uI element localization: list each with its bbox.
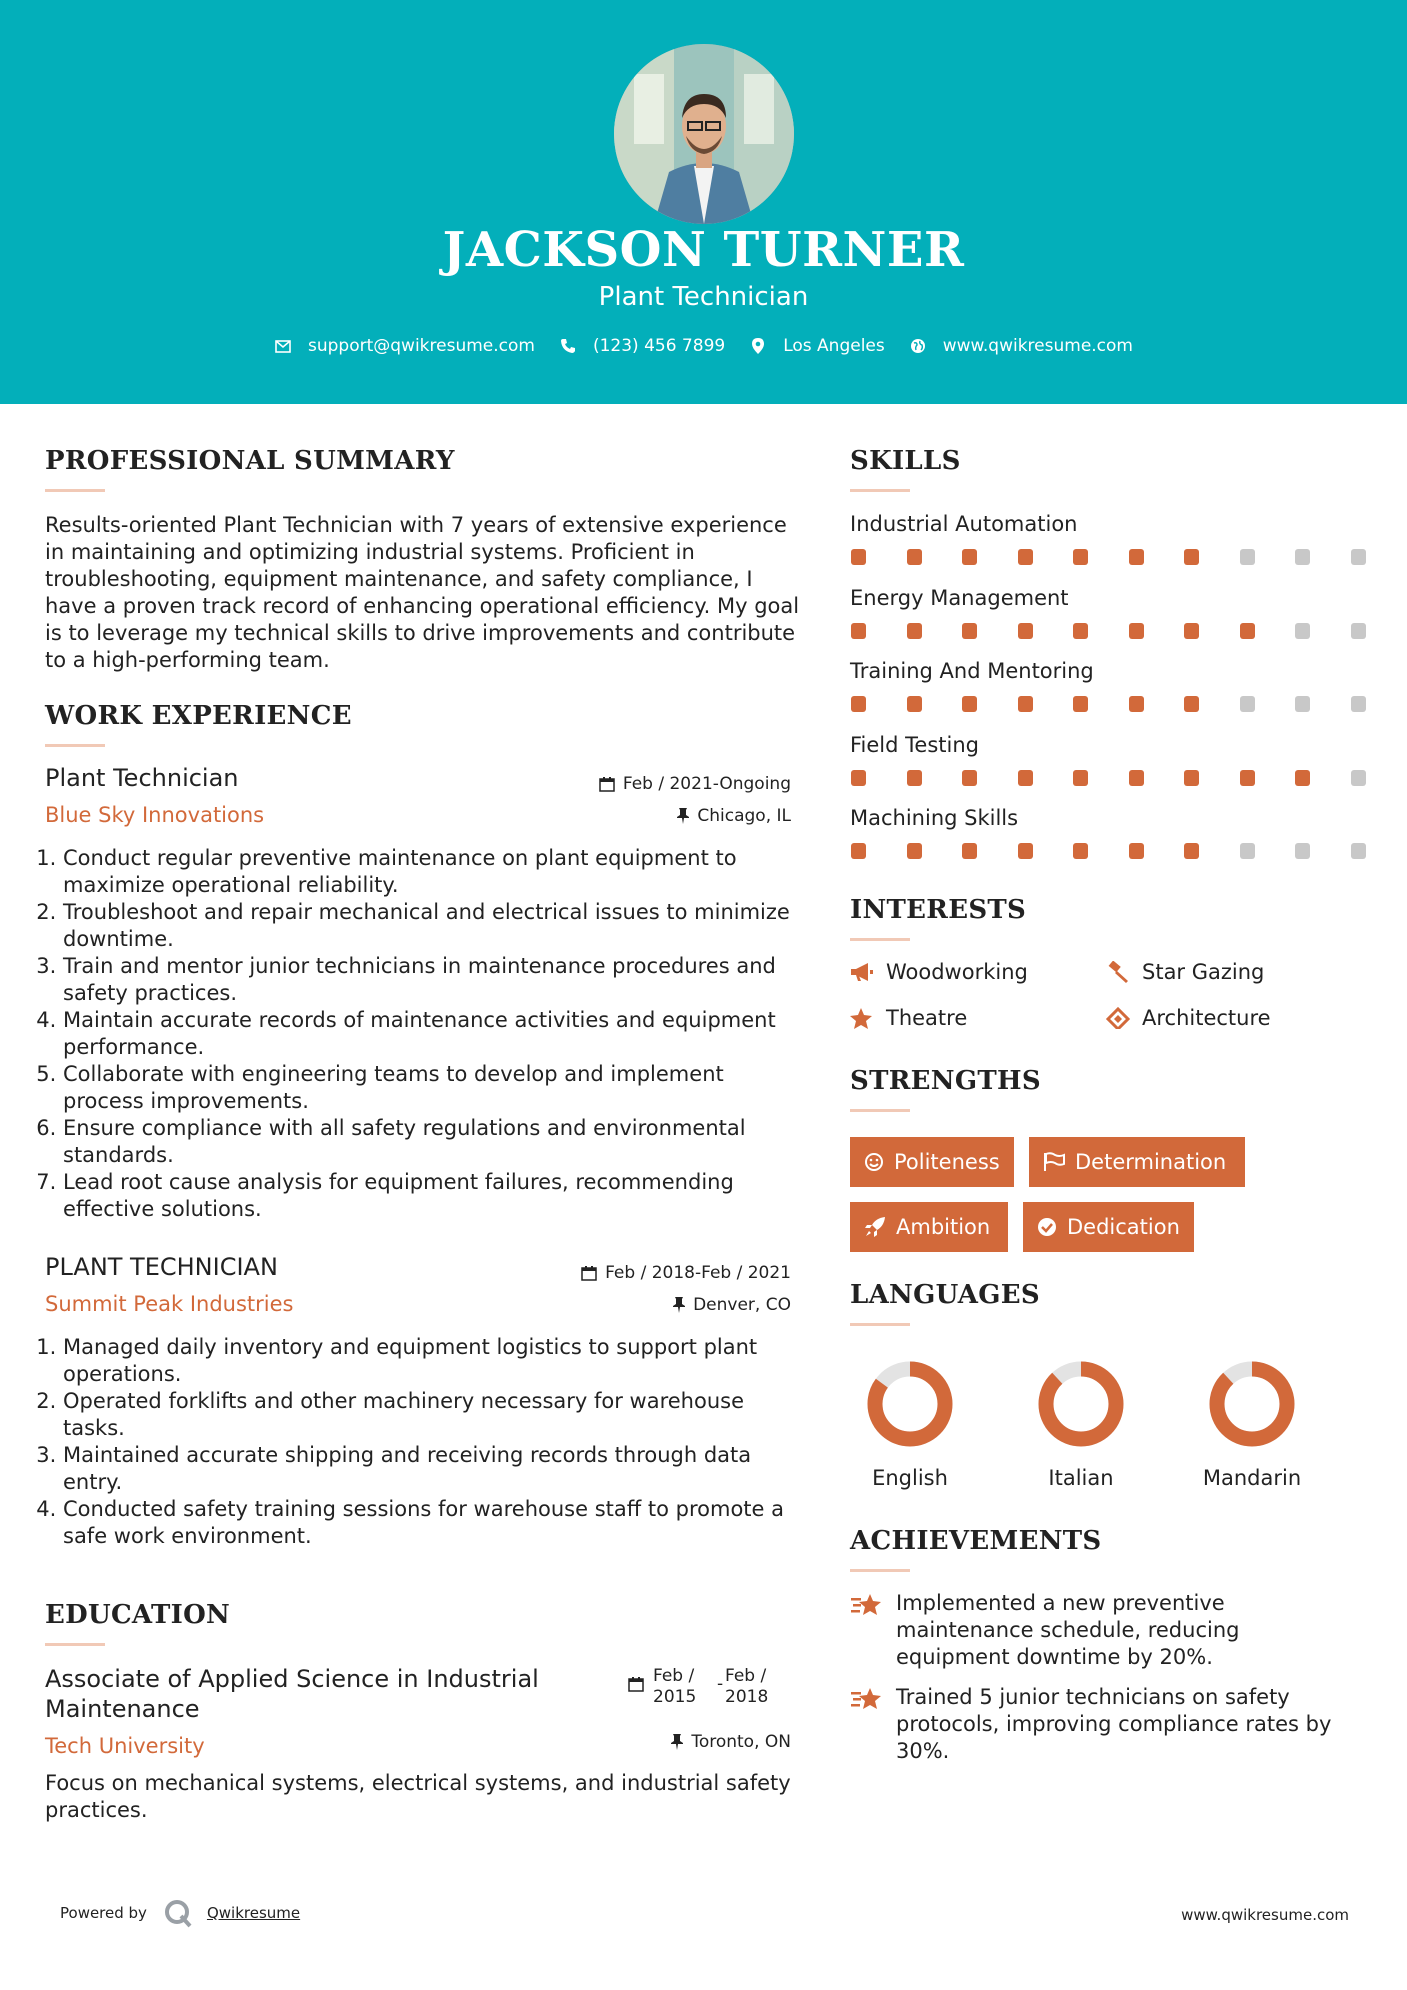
language-donut	[1031, 1354, 1131, 1454]
skills-heading: SKILLS	[850, 446, 961, 476]
skill-dot-filled	[1129, 843, 1144, 859]
skill-dot-filled	[1073, 623, 1088, 639]
languages-underline	[850, 1323, 910, 1326]
skill-dot-filled	[851, 843, 866, 859]
list-item: 4. Conducted safety training sessions for warehouse staff to promote a safe work environment.	[63, 1496, 805, 1550]
shooting-star-icon	[850, 1686, 884, 1765]
candidate-role: Plant Technician	[598, 282, 809, 312]
star-icon	[850, 1008, 874, 1029]
skill-name: Field Testing	[850, 732, 979, 757]
list-item: 5. Collaborate with engineering teams to develop and implement process improvements.	[63, 1061, 805, 1115]
globe-icon	[909, 337, 927, 355]
contact-location	[749, 336, 885, 356]
phone-icon	[559, 337, 577, 355]
achievement-item	[850, 1590, 1350, 1671]
strength-label: Ambition	[896, 1215, 991, 1239]
skill-dot-filled	[1073, 696, 1088, 712]
achievements-underline	[850, 1569, 910, 1572]
interests-heading: INTERESTS	[850, 895, 1027, 925]
strength-chip	[1023, 1202, 1194, 1252]
degree-title	[45, 1664, 625, 1724]
strength-label: Politeness	[894, 1150, 1000, 1174]
language-donut	[860, 1354, 960, 1454]
skill-rating	[851, 843, 1371, 859]
skill-dot-empty	[1295, 843, 1310, 859]
shooting-star-icon	[850, 1592, 884, 1671]
list-item: 3. Maintained accurate shipping and receiving records through data entry.	[63, 1442, 805, 1496]
skill-dot-filled	[1184, 843, 1199, 859]
skill-dot-filled	[851, 696, 866, 712]
list-item: 7. Lead root cause analysis for equipment failures, recommending effective solutions.	[63, 1169, 805, 1223]
skill-rating	[851, 623, 1371, 639]
summary-line: troubleshooting, equipment maintenance, and safety compliance, I	[45, 567, 753, 591]
summary-line: is to leverage my technical skills to drive improvements and contribute	[45, 621, 796, 645]
interest-item	[850, 1006, 967, 1030]
language-name: Mandarin	[1202, 1466, 1302, 1490]
job-date-text: Feb / 2021-Ongoing	[622, 774, 791, 794]
strength-label: Dedication	[1067, 1215, 1180, 1239]
interests-underline	[850, 938, 910, 941]
skill-dot-empty	[1351, 549, 1366, 565]
skill-dot-filled	[1018, 549, 1033, 565]
skill-rating	[851, 696, 1371, 712]
header	[0, 0, 1407, 404]
skill-dot-filled	[851, 623, 866, 639]
skill-dot-filled	[1184, 549, 1199, 565]
skill-dot-filled	[1295, 770, 1310, 786]
skill-dot-filled	[1184, 623, 1199, 639]
strengths-heading: STRENGTHS	[850, 1066, 1041, 1096]
summary-line: in maintaining and optimizing industrial systems. Proficient in	[45, 540, 695, 564]
skill-dot-filled	[1129, 623, 1144, 639]
job-date	[560, 774, 791, 794]
interest-label: Star Gazing	[1142, 960, 1265, 984]
education-location	[560, 1732, 791, 1752]
date-separator: -	[717, 1674, 724, 1694]
skill-dot-filled	[907, 843, 922, 859]
profile-photo	[614, 44, 794, 224]
interest-item	[1106, 1006, 1271, 1030]
achievement-text	[896, 1590, 1239, 1671]
pushpin-icon	[677, 808, 689, 824]
interest-label: Theatre	[886, 1006, 968, 1030]
skill-dot-filled	[962, 696, 977, 712]
skill-dot-filled	[907, 549, 922, 565]
strength-chip	[1029, 1137, 1245, 1187]
achievement-line: protocols, improving compliance rates by	[896, 1712, 1332, 1736]
end-month: Feb /	[725, 1666, 767, 1686]
degree-line: Associate of Applied Science in Industrial	[45, 1665, 539, 1693]
skill-dot-empty	[1240, 549, 1255, 565]
skill-dot-filled	[907, 696, 922, 712]
skills-underline	[850, 489, 910, 492]
skill-dot-filled	[907, 770, 922, 786]
skill-dot-filled	[1240, 623, 1255, 639]
skill-dot-filled	[1129, 696, 1144, 712]
list-item: 1. Conduct regular preventive maintenance on plant equipment to maximize operational reliability.	[63, 845, 805, 899]
skill-name: Industrial Automation	[850, 512, 1078, 536]
map-pin-icon	[749, 337, 767, 355]
education-start	[653, 1666, 696, 1708]
job-location-text: Denver, CO	[693, 1295, 791, 1315]
rocket-icon	[864, 1216, 886, 1238]
calendar-icon	[628, 1676, 644, 1697]
pushpin-icon	[671, 1734, 683, 1750]
contact-bar	[0, 336, 1407, 356]
skill-dot-filled	[1129, 549, 1144, 565]
degree-line: Maintenance	[45, 1695, 200, 1723]
skill-dot-filled	[1018, 623, 1033, 639]
list-item: 2. Operated forklifts and other machinery necessary for warehouse tasks.	[63, 1388, 805, 1442]
job-location	[560, 1295, 791, 1315]
start-year: 2015	[653, 1687, 697, 1707]
pushpin-icon	[673, 1297, 685, 1313]
skill-dot-empty	[1295, 623, 1310, 639]
calendar-icon	[599, 776, 615, 792]
skill-dot-empty	[1295, 549, 1310, 565]
education-heading: EDUCATION	[45, 1600, 231, 1630]
interest-label: Woodworking	[886, 960, 1028, 984]
skill-dot-filled	[1184, 696, 1199, 712]
achievement-line: Trained 5 junior technicians on safety	[896, 1685, 1290, 1709]
footer-powered-by	[60, 1898, 300, 1928]
skill-rating	[851, 549, 1371, 565]
location-text: Los Angeles	[783, 336, 885, 356]
job-date-text: Feb / 2018-Feb / 2021	[605, 1263, 791, 1283]
skill-dot-filled	[1129, 770, 1144, 786]
list-item: 1. Managed daily inventory and equipment logistics to support plant operations.	[63, 1334, 805, 1388]
footer-website[interactable]: www.qwikresume.com	[1181, 1906, 1349, 1924]
skill-dot-empty	[1240, 843, 1255, 859]
skill-dot-filled	[1184, 770, 1199, 786]
skill-dot-filled	[1018, 770, 1033, 786]
megaphone-icon	[850, 962, 874, 982]
work-heading: WORK EXPERIENCE	[45, 701, 352, 731]
interest-label: Architecture	[1142, 1006, 1271, 1030]
language-name: English	[872, 1466, 948, 1490]
skill-dot-empty	[1295, 696, 1310, 712]
skill-dot-filled	[962, 843, 977, 859]
education-underline	[45, 1643, 105, 1646]
phone-text: (123) 456 7899	[592, 336, 726, 356]
email-text: support@qwikresume.com	[308, 336, 535, 356]
contact-phone[interactable]	[559, 336, 725, 356]
donut-fill	[1217, 1369, 1287, 1439]
languages-heading: LANGUAGES	[850, 1280, 1040, 1310]
contact-website[interactable]	[909, 336, 1133, 356]
start-month: Feb /	[653, 1666, 695, 1686]
skill-dot-filled	[851, 549, 866, 565]
achievements-heading: ACHIEVEMENTS	[850, 1526, 1102, 1556]
achievement-line: 30%.	[896, 1739, 950, 1763]
school-name: Tech University	[45, 1734, 205, 1758]
skill-dot-filled	[962, 549, 977, 565]
education-date	[628, 1666, 793, 1710]
job-title: Plant Technician	[45, 764, 239, 792]
language-donut	[1202, 1354, 1302, 1454]
interest-item	[1106, 960, 1264, 984]
summary-underline	[45, 489, 105, 492]
smile-icon	[864, 1152, 884, 1172]
job-title: PLANT TECHNICIAN	[45, 1253, 278, 1281]
list-item: 4. Maintain accurate records of maintenance activities and equipment performance.	[63, 1007, 805, 1061]
skill-dot-filled	[962, 770, 977, 786]
list-item: 6. Ensure compliance with all safety regulations and environmental standards.	[63, 1115, 805, 1169]
skill-dot-filled	[1073, 770, 1088, 786]
qwikresume-link[interactable]: Qwikresume	[206, 1904, 301, 1922]
skill-dot-empty	[1351, 770, 1366, 786]
skill-name: Training And Mentoring	[850, 659, 1094, 683]
envelope-icon	[274, 337, 292, 355]
website-text: www.qwikresume.com	[942, 336, 1133, 356]
language-name: Italian	[1048, 1466, 1114, 1490]
qwikresume-logo-icon	[163, 1898, 193, 1928]
ticket-icon	[1106, 1007, 1130, 1029]
work-underline	[45, 744, 105, 747]
strength-chip	[850, 1137, 1014, 1187]
candidate-name: JACKSON TURNER	[442, 222, 965, 278]
list-item: 3. Train and mentor junior technicians in maintenance procedures and safety practices.	[63, 953, 805, 1007]
donut-fill	[1046, 1369, 1116, 1439]
skill-dot-filled	[962, 623, 977, 639]
powered-by-text: Powered by	[60, 1904, 147, 1922]
job-date	[540, 1263, 791, 1283]
check-circle-icon	[1037, 1217, 1057, 1237]
achievement-text	[896, 1684, 1331, 1765]
skill-dot-filled	[1073, 549, 1088, 565]
list-item: 2. Troubleshoot and repair mechanical and electrical issues to minimize downtime.	[63, 899, 805, 953]
company-name: Blue Sky Innovations	[45, 803, 265, 827]
job-responsibilities	[45, 845, 805, 1223]
achievement-line: maintenance schedule, reducing	[896, 1618, 1240, 1642]
company-name: Summit Peak Industries	[45, 1292, 294, 1316]
interest-item	[850, 960, 1028, 984]
education-location-text: Toronto, ON	[691, 1732, 791, 1752]
end-year: 2018	[725, 1687, 769, 1707]
summary-line: to a high-performing team.	[45, 648, 330, 672]
summary-line: Results-oriented Plant Technician with 7 years of extensive experience	[45, 513, 787, 537]
skill-dot-filled	[1018, 843, 1033, 859]
strength-label: Determination	[1075, 1150, 1227, 1174]
contact-email[interactable]	[274, 336, 535, 356]
skill-rating	[851, 770, 1371, 786]
achievement-item	[850, 1684, 1350, 1765]
job-location	[560, 806, 791, 826]
skill-name: Machining Skills	[850, 806, 1019, 830]
skill-dot-empty	[1351, 696, 1366, 712]
skill-dot-filled	[1240, 770, 1255, 786]
flag-icon	[1043, 1152, 1065, 1172]
skill-dot-empty	[1351, 623, 1366, 639]
skill-dot-empty	[1240, 696, 1255, 712]
education-description: Focus on mechanical systems, electrical systems, and industrial safety practices.	[45, 1771, 791, 1822]
summary-line: have a proven track record of enhancing operational efficiency. My goal	[45, 594, 800, 618]
strength-chip	[850, 1202, 1008, 1252]
skill-dot-filled	[1018, 696, 1033, 712]
achievement-line: equipment downtime by 20%.	[896, 1645, 1213, 1669]
education-end	[725, 1666, 768, 1708]
summary-heading: PROFESSIONAL SUMMARY	[45, 446, 455, 476]
skill-dot-filled	[1073, 843, 1088, 859]
job-location-text: Chicago, IL	[697, 806, 791, 826]
skill-dot-filled	[907, 623, 922, 639]
achievement-line: Implemented a new preventive	[896, 1591, 1225, 1615]
skill-dot-filled	[851, 770, 866, 786]
gavel-icon	[1106, 961, 1130, 983]
skill-name: Energy Management	[850, 585, 1069, 610]
calendar-icon	[581, 1265, 597, 1281]
job-responsibilities	[45, 1334, 805, 1550]
summary-text	[45, 512, 805, 674]
strengths-underline	[850, 1109, 910, 1112]
skill-dot-empty	[1351, 843, 1366, 859]
